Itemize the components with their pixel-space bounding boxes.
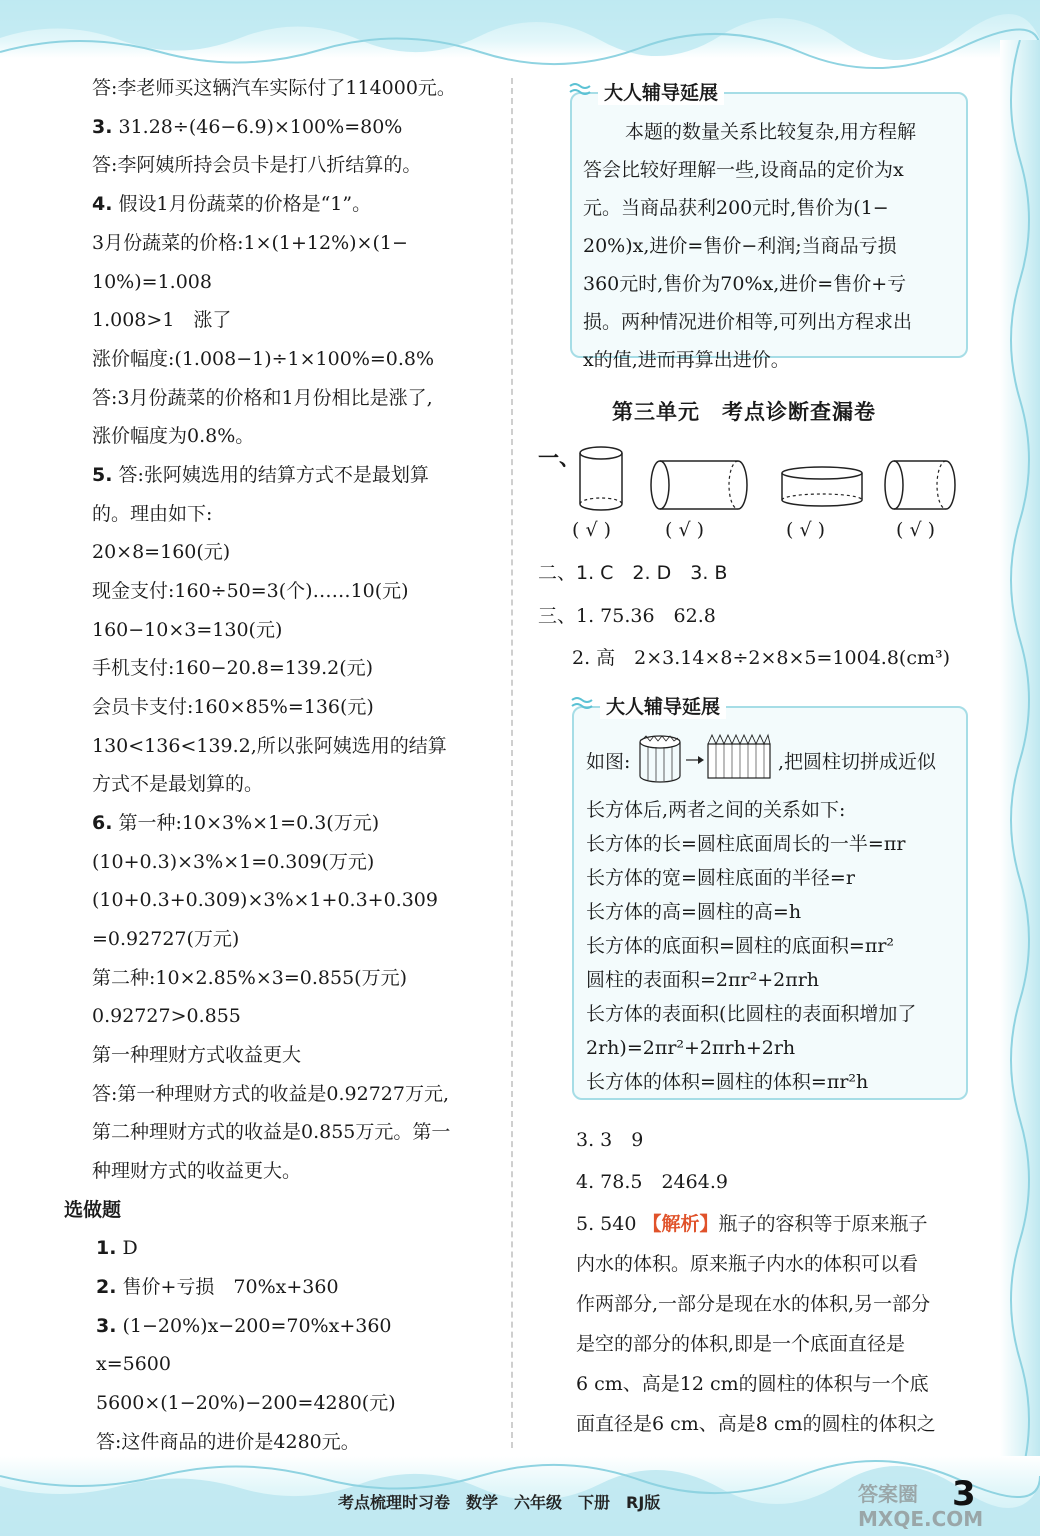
box-text-line: ,把圆柱切拼成近似 [778,751,937,773]
solution-line: 会员卡支付:160×85%=136(元) [92,696,374,718]
answer-line: 答:这件商品的进价是4280元。 [96,1431,360,1453]
footer-book-info: 考点梳理时习卷 数学 六年级 下册 RJ版 [338,1493,661,1512]
watermark-logo: 答案圈 MXQE.COM [858,1482,984,1531]
question-6 [92,811,379,835]
check-mark-answer: ( √ ) [896,519,936,541]
solution-line: 10%)=1.008 [92,271,212,293]
right-wave-decor [980,40,1040,1480]
box-title: 大人辅导延展 [600,692,726,719]
box-text-line: 长方体的长=圆柱底面周长的一半=πr [586,833,906,855]
box-text-line: 长方体的体积=圆柱的体积=πr²h [586,1071,869,1093]
question-text: 售价+亏损 70%x+360 [122,1276,339,1298]
box-text-line: 长方体的底面积=圆柱的底面积=πr² [586,935,895,957]
answer-line: 答:3月份蔬菜的价格和1月份相比是涨了, [92,387,433,409]
analysis-line: 面直径是6 cm、高是8 cm的圆柱的体积之 [576,1413,936,1435]
solution-line: 0.92727>0.855 [92,1005,241,1027]
analysis-tag: 【解析】 [642,1213,719,1235]
answer-line: 答:李阿姨所持会员卡是打八折结算的。 [92,154,422,176]
section-two-answers: 二、1. C 2. D 3. B [538,562,728,584]
solution-line: 的。理由如下: [92,503,213,525]
answer-line: 第二种理财方式的收益是0.855万元。第一 [92,1121,451,1143]
question-text: (1−20%)x−200=70%x+360 [122,1315,392,1337]
section-three-answer-2: 2. 高 2×3.14×8÷2×8×5=1004.8(cm³) [572,647,951,669]
answer-4: 4. 78.5 2464.9 [576,1171,728,1193]
check-mark-answer: ( √ ) [572,519,612,541]
analysis-line: 作两部分,一部分是现在水的体积,另一部分 [576,1293,931,1315]
solution-line: (10+0.3+0.309)×3%×1+0.3+0.309 [92,889,438,911]
optional-section-title: 选做题 [64,1199,122,1221]
unit-title: 第三单元 考点诊断查漏卷 [612,400,876,424]
box-text-line: 长方体的表面积(比圆柱的表面积增加了 [586,1003,917,1025]
section-one-label: 一、 [538,446,580,470]
section-three-answer-1: 三、1. 75.36 62.8 [538,605,716,627]
question-number: 4. [92,193,113,215]
solution-line: 1.008>1 涨了 [92,309,232,331]
question-text: D [122,1237,138,1259]
check-mark-answer: ( √ ) [786,519,826,541]
solution-line: 涨价幅度:(1.008−1)÷1×100%=0.8% [92,348,435,370]
solution-line: 方式不是最划算的。 [92,773,264,795]
question-number: 6. [92,812,113,834]
answer-line: 涨价幅度为0.8%。 [92,425,255,447]
optional-q3 [96,1314,392,1338]
solution-line: =0.92727(万元) [92,928,240,950]
check-mark-answer: ( √ ) [665,519,705,541]
question-3 [92,115,402,139]
cylinder-horizontal-icon [648,458,750,512]
column-divider [511,78,513,1448]
box-text-line: 答会比较好理解一些,设商品的定价为x [583,159,904,181]
optional-q1 [96,1236,138,1260]
cylinder-upright-icon [576,444,626,514]
box-text-line: 如图: [586,751,631,773]
box-text-line: 本题的数量关系比较复杂,用方程解 [625,121,917,143]
box-text-line: 损。两种情况进价相等,可列出方程求出 [583,311,913,333]
question-5 [92,463,429,487]
question-text: 第一种:10×3%×1=0.3(万元) [118,812,380,834]
solution-line: 第二种:10×2.85%×3=0.855(万元) [92,967,408,989]
question-number: 3. [92,116,113,138]
box-text-line: 长方体的宽=圆柱底面的半径=r [586,867,855,889]
answer-line: 种理财方式的收益更大。 [92,1160,302,1182]
box-text-line: 长方体的高=圆柱的高=h [586,901,802,923]
answer-line: 答:李老师买这辆汽车实际付了114000元。 [92,77,456,99]
analysis-line: 内水的体积。原来瓶子内水的体积可以看 [576,1253,919,1275]
box-text-line: 20%)x,进价=售价−利润;当商品亏损 [583,235,897,257]
solution-line: 第一种理财方式收益更大 [92,1044,302,1066]
solution-line: 130<136<139.2,所以张阿姨选用的结算 [92,735,447,757]
answer-line: 答:第一种理财方式的收益是0.92727万元, [92,1083,450,1105]
solution-line: 手机支付:160−20.8=139.2(元) [92,657,374,679]
top-wave-decor [0,0,1040,80]
question-number: 1. [96,1237,117,1259]
question-number: 5. [92,464,113,486]
analysis-text: 瓶子的容积等于原来瓶子 [718,1213,928,1235]
analysis-line: 是空的部分的体积,即是一个底面直径是 [576,1333,906,1355]
solution-line: 20×8=160(元) [92,541,231,563]
optional-q2 [96,1275,339,1299]
solution-line: 现金支付:160÷50=3(个)……10(元) [92,580,409,602]
answer-5 [576,1212,928,1236]
page-number: 3 [952,1474,976,1514]
solution-line: 5600×(1−20%)−200=4280(元) [96,1392,396,1414]
cylinder-flat-icon [778,464,866,510]
box-text-line: 元。当商品获利200元时,售价为(1− [583,197,889,219]
box-text-line: 360元时,售价为70%x,进价=售价+亏 [583,273,907,295]
question-number: 3. [96,1315,117,1337]
cylinder-to-cuboid-diagram [636,732,776,784]
box-text-line: 圆柱的表面积=2πr²+2πrh [586,969,820,991]
question-number: 2. [96,1276,117,1298]
solution-line: 160−10×3=130(元) [92,619,283,641]
answer-value: 5. 540 [576,1213,637,1235]
analysis-line: 6 cm、高是12 cm的圆柱的体积与一个底 [576,1373,929,1395]
box-text-line: 长方体后,两者之间的关系如下: [586,799,846,821]
question-text: 31.28÷(46−6.9)×100%=80% [118,116,403,138]
question-text: 假设1月份蔬菜的价格是“1”。 [118,193,372,215]
cylinder-horizontal-short-icon [882,458,958,512]
wave-icon [570,694,598,712]
wave-icon [568,80,596,98]
solution-line: x=5600 [96,1353,171,1375]
box-title: 大人辅导延展 [598,78,724,105]
question-text: 答:张阿姨选用的结算方式不是最划算 [118,464,429,486]
solution-line: 3月份蔬菜的价格:1×(1+12%)×(1− [92,232,408,254]
box-text-line: 2rh)=2πr²+2πrh+2rh [586,1037,796,1059]
box-text-line: x的值,进而再算出进价。 [583,349,790,371]
answer-3: 3. 3 9 [576,1129,644,1151]
question-4 [92,192,371,216]
solution-line: (10+0.3)×3%×1=0.309(万元) [92,851,375,873]
